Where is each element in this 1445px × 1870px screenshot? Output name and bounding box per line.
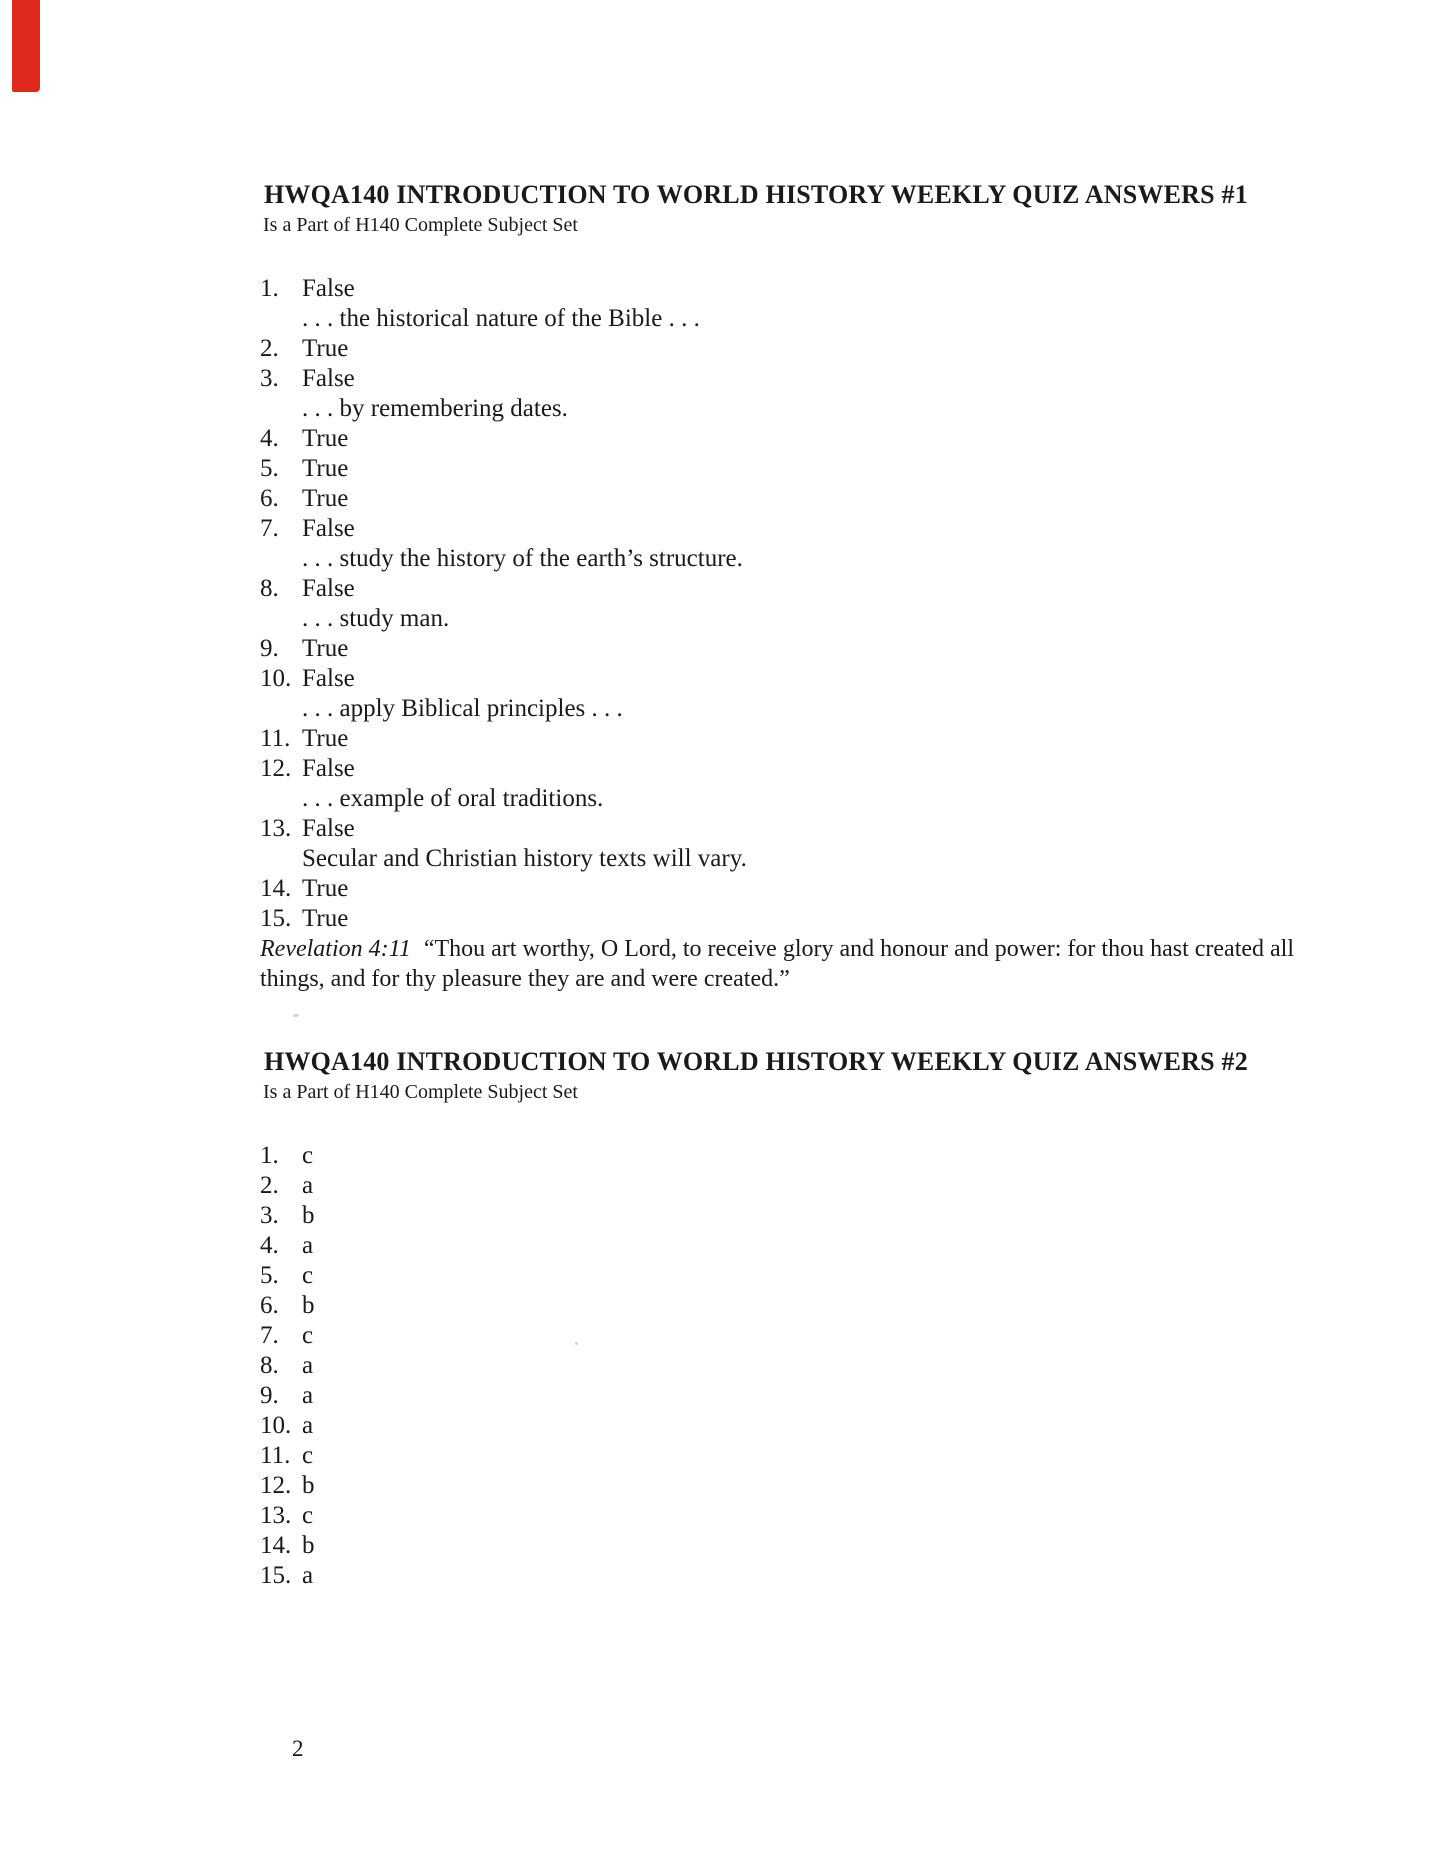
scripture-line	[260, 934, 1340, 994]
answer-row	[260, 904, 1390, 934]
page-number: 2	[292, 1736, 304, 1761]
item-number: 6.	[260, 485, 279, 512]
item-answer: True	[302, 635, 349, 662]
item-answer: False	[302, 815, 355, 842]
item-answer: True	[302, 905, 349, 932]
answer-row	[260, 454, 1390, 484]
answer-list	[260, 1141, 1390, 1591]
section-title: HWQA140 INTRODUCTION TO WORLD HISTORY WEEKLY QUIZ ANSWERS #2	[264, 1047, 1248, 1076]
quiz-answers-section-2	[260, 1045, 1390, 1591]
item-note: . . . study the history of the earth’s structure.	[302, 545, 743, 572]
item-answer: False	[302, 515, 355, 542]
answer-row	[260, 274, 1390, 304]
item-answer: False	[302, 365, 355, 392]
item-number: 8.	[260, 575, 279, 602]
answer-row	[260, 1141, 1390, 1171]
item-answer: b	[302, 1292, 315, 1319]
section-title: HWQA140 INTRODUCTION TO WORLD HISTORY WEEKLY QUIZ ANSWERS #1	[264, 180, 1248, 209]
item-note: . . . by remembering dates.	[302, 395, 568, 422]
item-note: . . . the historical nature of the Bible . . .	[302, 305, 700, 332]
item-answer: a	[302, 1172, 314, 1199]
item-answer: True	[302, 875, 349, 902]
answer-row	[260, 1561, 1390, 1591]
answer-row	[260, 1411, 1390, 1441]
item-answer: c	[302, 1442, 314, 1469]
item-answer: c	[302, 1142, 314, 1169]
item-number: 12.	[260, 1472, 292, 1499]
item-number: 4.	[260, 1232, 279, 1259]
item-number: 5.	[260, 1262, 279, 1289]
answer-row	[260, 754, 1390, 784]
item-answer: False	[302, 275, 355, 302]
answer-row	[260, 574, 1390, 604]
item-answer: True	[302, 425, 349, 452]
item-answer: a	[302, 1352, 314, 1379]
answer-row	[260, 424, 1390, 454]
item-number: 14.	[260, 1532, 292, 1559]
answer-row	[260, 1291, 1390, 1321]
item-number: 15.	[260, 905, 292, 932]
item-note: Secular and Christian history texts will vary.	[302, 845, 747, 872]
answer-row	[260, 1171, 1390, 1201]
item-answer: a	[302, 1232, 314, 1259]
item-number: 2.	[260, 335, 279, 362]
item-answer: False	[302, 575, 355, 602]
scripture-quote: “Thou art worthy, O Lord, to receive glory and honour and power: for thou hast created all things, and for thy pleasure they are and were created.”	[260, 936, 1294, 992]
item-number: 9.	[260, 635, 279, 662]
answer-row	[260, 1381, 1390, 1411]
scripture-reference: Revelation 4:11	[260, 936, 411, 962]
item-answer: True	[302, 725, 349, 752]
item-answer: b	[302, 1202, 315, 1229]
scan-speck	[575, 1342, 578, 1345]
item-number: 11.	[260, 1442, 291, 1469]
answer-row	[260, 1531, 1390, 1561]
item-answer: a	[302, 1382, 314, 1409]
item-number: 1.	[260, 275, 279, 302]
answer-row	[260, 1501, 1390, 1531]
item-number: 5.	[260, 455, 279, 482]
answer-row	[260, 724, 1390, 754]
item-number: 1.	[260, 1142, 279, 1169]
answer-row	[260, 664, 1390, 694]
answer-row	[260, 334, 1390, 364]
item-number: 4.	[260, 425, 279, 452]
answer-row	[260, 364, 1390, 394]
item-number: 6.	[260, 1292, 279, 1319]
answer-row	[260, 634, 1390, 664]
item-answer: True	[302, 335, 349, 362]
answer-row	[260, 1201, 1390, 1231]
item-answer: a	[302, 1562, 314, 1589]
answer-row	[260, 1441, 1390, 1471]
item-answer: a	[302, 1412, 314, 1439]
answer-row	[260, 484, 1390, 514]
item-note: . . . apply Biblical principles . . .	[302, 695, 623, 722]
item-number: 14.	[260, 875, 292, 902]
item-number: 7.	[260, 515, 279, 542]
section-subtitle: Is a Part of H140 Complete Subject Set	[263, 214, 578, 236]
item-note: . . . example of oral traditions.	[302, 785, 604, 812]
item-number: 2.	[260, 1172, 279, 1199]
item-number: 13.	[260, 1502, 292, 1529]
answer-row	[260, 874, 1390, 904]
item-number: 9.	[260, 1382, 279, 1409]
item-number: 3.	[260, 1202, 279, 1229]
answer-row	[260, 814, 1390, 844]
answer-row	[260, 1321, 1390, 1351]
answer-row	[260, 1231, 1390, 1261]
item-number: 15.	[260, 1562, 292, 1589]
item-answer: True	[302, 485, 349, 512]
answer-row	[260, 1261, 1390, 1291]
item-answer: c	[302, 1262, 314, 1289]
item-number: 8.	[260, 1352, 279, 1379]
item-answer: b	[302, 1532, 315, 1559]
quiz-answers-section-1	[260, 178, 1390, 994]
answer-row	[260, 1351, 1390, 1381]
item-number: 11.	[260, 725, 291, 752]
item-answer: c	[302, 1322, 314, 1349]
answer-row	[260, 1471, 1390, 1501]
section-subtitle: Is a Part of H140 Complete Subject Set	[263, 1081, 578, 1103]
item-answer: False	[302, 665, 355, 692]
scan-speck	[293, 1014, 299, 1018]
item-number: 7.	[260, 1322, 279, 1349]
item-number: 3.	[260, 365, 279, 392]
item-number: 10.	[260, 1412, 292, 1439]
answer-list	[260, 274, 1390, 934]
item-number: 10.	[260, 665, 292, 692]
item-note: . . . study man.	[302, 605, 450, 632]
item-answer: b	[302, 1472, 315, 1499]
item-answer: c	[302, 1502, 314, 1529]
item-number: 12.	[260, 755, 292, 782]
item-number: 13.	[260, 815, 292, 842]
red-scan-edge-mark	[12, 0, 40, 92]
answer-row	[260, 514, 1390, 544]
item-answer: False	[302, 755, 355, 782]
item-answer: True	[302, 455, 349, 482]
